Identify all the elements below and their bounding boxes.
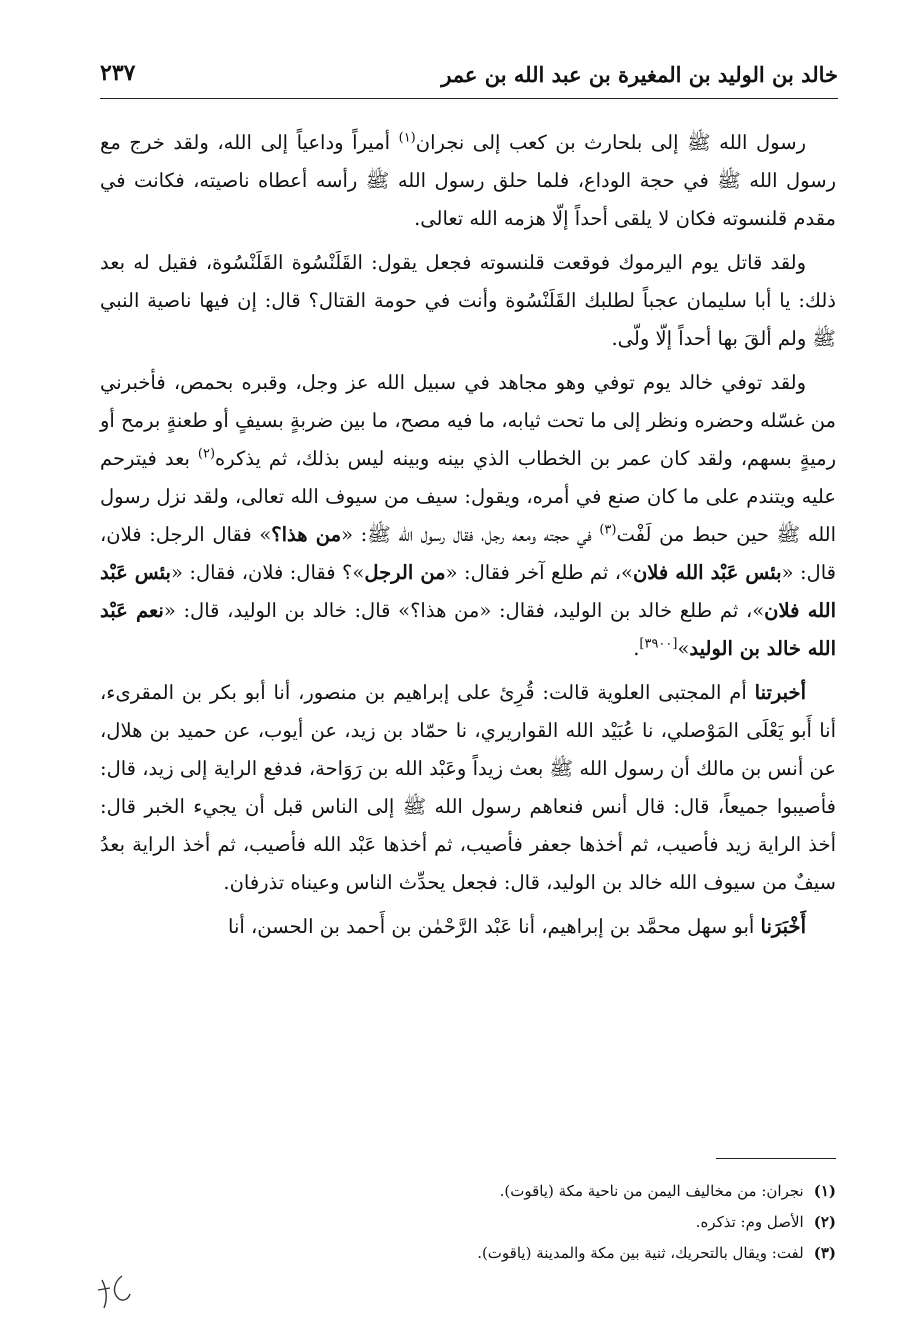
paragraph-text: أميراً وداعياً إلى الله، ولقد خرج مع رسول الله ﷺ في حجة الوداع، فلما حلق رسول الله ﷺ رأسه أعطاه ناصيته، فكانت في مقدم قلنسوته فكان لا يلقى أحداً إلّا هزمه الله تعالى. <box>100 131 836 230</box>
paragraph-text: ولقد قاتل يوم اليرموك فوقعت قلنسوته فجعل يقول: القَلَنْسُوة القَلَنْسُوة، فقيل له بعد ذلك: يا أبا سليمان عجباً لطلبك القَلَنْسُوة وأنت في حومة القتال؟ قال: إن فيها ناصية النبي ﷺ ولم ألقَ بها أحداً إلّا ولّى. <box>100 251 836 350</box>
body-text <box>100 124 836 952</box>
hadith-quote: من الرجل <box>364 561 446 584</box>
paragraph-text: »، ثم طلع آخر فقال: « <box>445 561 633 584</box>
paragraph-text: أم المجتبى العلوية قالت: قُرِئ على إبراهيم بن منصور، أنا أبو بكر بن المقرىء، أنا أَبو يَعْلَى المَوْصلي، نا عُبَيْد الله القواريري، نا حمّاد بن زيد، عن أيوب، عن حميد بن هلال، عن أنس بن مالك أن رسول الله ﷺ بعث زيداً وعَبْد الله بن رَوَاحة، فدفع الراية إلى زيد، قال: فأصيبوا جميعاً، قال: قال أنس فنعاهم رسول الله ﷺ إلى الناس قبل أن يجيء الخبر قال: أخذ الراية زيد فأصيب، ثم أخذها جعفر فأصيب، ثم أخذها عَبْد الله فأصيب، ثم أخذ الراية بعدُ سيفٌ من سيوف الله خالد بن الوليد، قال: فجعل يحدِّث الناس وعيناه تذرفان. <box>100 681 836 894</box>
paragraph-text: »، ثم طلع خالد بن الوليد، فقال: «من هذا؟» قال: خالد بن الوليد، قال: « <box>163 599 765 622</box>
paragraph-1 <box>100 124 836 238</box>
paragraph-text: »؟ فقال: فلان، فقال: « <box>170 561 365 584</box>
footnotes <box>150 1176 836 1269</box>
footnote-number: (٣) <box>813 1244 836 1262</box>
paragraph-text: » <box>677 637 690 660</box>
paragraph-2 <box>100 244 836 358</box>
footnote-text: الأصل وم: تذكره. <box>695 1213 804 1231</box>
footnote-number: (٢) <box>813 1213 836 1231</box>
footnote-2 <box>150 1207 836 1238</box>
reference-number: [٣٩٠٠] <box>639 636 678 652</box>
footnote-1 <box>150 1176 836 1207</box>
paragraph-4 <box>100 674 836 902</box>
isnad-lead: أَخْبَرَنا <box>760 915 806 938</box>
footnote-text: نجران: من مخاليف اليمن من ناحية مكة (ياقوت). <box>499 1182 804 1200</box>
hadith-quote: من هذا؟ <box>271 523 342 546</box>
footnote-ref: (٣) <box>599 522 617 538</box>
page-header <box>100 54 838 99</box>
paragraph-5 <box>100 908 836 946</box>
handwritten-mark-icon <box>92 1268 138 1314</box>
footnote-text: لفت: ويقال بالتحريك، ثنية بين مكة والمدينة (ياقوت). <box>477 1244 804 1262</box>
footnote-ref: (٢) <box>197 446 216 462</box>
footnote-number: (١) <box>813 1182 836 1200</box>
paragraph-text: رسول الله ﷺ إلى بلحارث بن كعب إلى نجران <box>415 131 806 154</box>
running-title: خالد بن الوليد بن المغيرة بن عبد الله بن عمر <box>441 62 838 87</box>
isnad-lead: أخبرتنا <box>754 681 806 704</box>
footnote-divider <box>716 1158 836 1159</box>
paragraph-text: أبو سهل محمَّد بن إبراهيم، أنا عَبْد الرَّحْمٰن بن أَحمد بن الحسن، أنا <box>228 915 761 938</box>
footnote-ref: (١) <box>398 130 416 146</box>
hadith-quote: بئس عَبْد الله فلان <box>632 561 782 584</box>
paragraph-text: » فقال الرجل: فلان، قال: « <box>100 523 836 584</box>
paragraph-text: بعد فيترحم عليه ويتندم على ما كان صنع في أمره، ويقول: سيف من سيوف الله تعالى، ولقد نزل رسول الله ﷺ حين حبط من لَفْت <box>100 447 837 546</box>
paragraph-text: ولقد توفي خالد يوم توفي وهو مجاهد في سبيل الله عز وجل، وقبره بحمص، فأخبرني من غسّله وحضره ونظر إلى ما تحت ثيابه، ما فيه مصح، ما بين ضربةٍ بسيفٍ أو طعنةٍ برمح أو رميةٍ بسهم، ولقد كان عمر بن الخطاب الذي بينه وبينه ليس بذلك، ثم يذكره <box>100 371 836 470</box>
hadith-quote: بئس عَبْد الله فلان <box>100 561 836 622</box>
paragraph-text: . <box>633 637 640 660</box>
paragraph-3 <box>100 364 836 668</box>
hadith-quote: نعم عَبْد الله خالد بن الوليد <box>100 599 836 660</box>
paragraph-text: في حجته ومعه رجل، فقال رسول الله ﷺ: « <box>341 523 600 546</box>
page-number: ٢٣٧ <box>100 60 136 86</box>
footnote-3 <box>150 1238 836 1269</box>
